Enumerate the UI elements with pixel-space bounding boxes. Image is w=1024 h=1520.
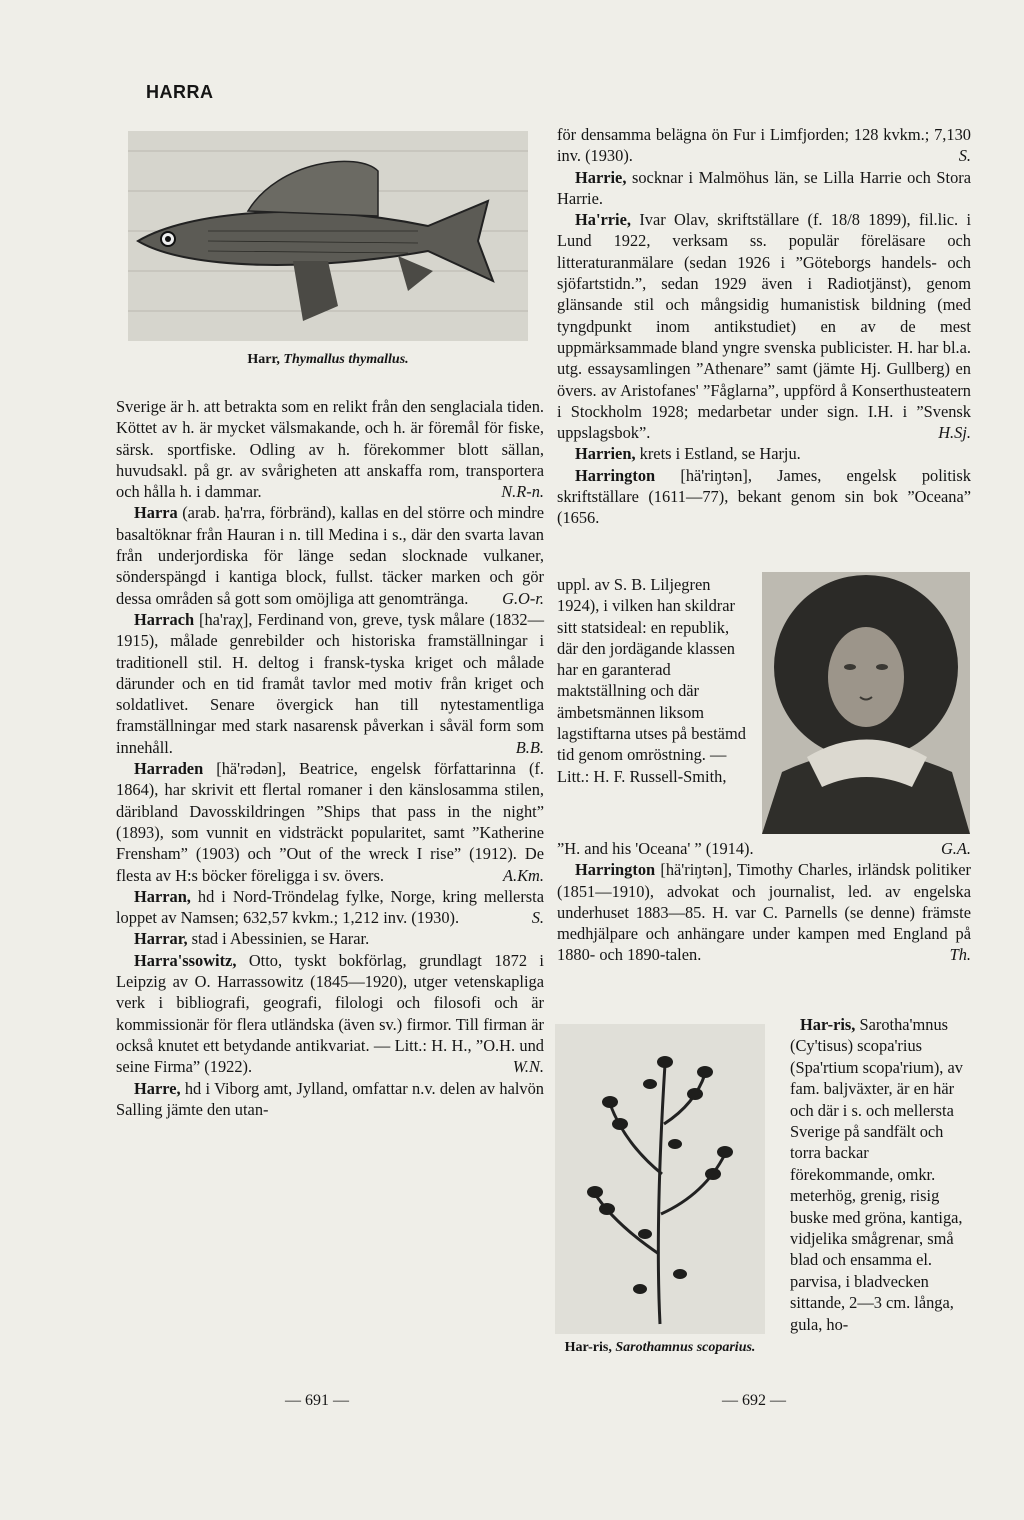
fish-caption-latin: Thymallus thymallus. bbox=[283, 352, 409, 367]
portrait-icon bbox=[762, 572, 970, 834]
entry: Har-ris, Sarotha'mnus (Cy'tisus) scopa'rius (Spa'rtium scopa'rium), av fam. baljväxter, är en här och där i s. och mellersta Sverige på sandfält och torra backar förekommande, omkr. meterhög, grenig, risig buske med gröna, kantiga, vidjelika smågrenar, små blad och ensamma el. parvisa, i bladvecken sittande, 2—3 cm. långa, gula, ho- bbox=[790, 1015, 963, 1334]
page-number-right: — 692 — bbox=[722, 1392, 786, 1409]
left-column bbox=[116, 396, 544, 1120]
entry: Harrien, krets i Estland, se Harju. bbox=[575, 444, 801, 464]
right-column-middle bbox=[557, 838, 971, 966]
fish-caption-name: Harr, bbox=[247, 352, 280, 367]
fish-icon bbox=[128, 131, 528, 341]
right-column-bottom bbox=[790, 1014, 970, 1335]
grayling-illustration bbox=[128, 131, 528, 341]
entry: Harrie, socknar i Malmöhus län, se Lilla Harrie och Stora Harrie. bbox=[557, 167, 971, 208]
plant-caption-latin: Sarothamnus scoparius. bbox=[615, 1340, 756, 1355]
plant-caption bbox=[555, 1340, 765, 1356]
entry: ”H. and his 'Oceana' ” (1914). G.A. bbox=[557, 839, 971, 858]
page-number-left: — 691 — bbox=[285, 1392, 349, 1409]
entry: Ha'rrie, Ivar Olav, skriftställare (f. 18/8 1899), fil.lic. i Lund 1922, verksam ss. populär föreläsare och litteraturanmälare (sedan 1926 i ”Göteborgs handels- och sjöfartstidn.”, sedan 1929 även i Radiotjänst), genom glänsande stil och mångsidig humanistisk bildning (med tyngdpunkt inom antikstudiet) en av de mest uppmärksammade bland yngre svenska publicister. H. har bl.a. utg. essaysamlingen ”Athenare” samt (jämte Hj. Gullberg) en övers. av Aristofanes' ”Fåglarna”, uppförd å Konserthusteatern i Stockholm 1928; medarbetar under sign. I.H. i ”Svensk uppslagsbok”. H.Sj. bbox=[557, 210, 971, 443]
entry: Harraden [hä'rədən], Beatrice, engelsk författarinna (f. 1864), har skrivit ett flertal romaner i den känslosamma stilen, däribland Davosskildringen ”Ships that pass in the night” (1893), som vunnit en vidsträckt popularitet, samt ”Katherine Frensham” (1903) och ”Out of the wreck I rise” (1912). De flesta av H:s böcker föreligga i sv. övers. A.Km. bbox=[116, 759, 544, 885]
entry: för densamma belägna ön Fur i Limfjorden; 128 kvkm.; 7,130 inv. (1930). S. bbox=[557, 125, 971, 166]
entry: Harran, hd i Nord-Tröndelag fylke, Norge, kring mellersta loppet av Namsen; 632,57 kvkm.; 1,212 inv. (1930). S. bbox=[116, 886, 544, 928]
entry: Harra (arab. ḥa'rra, förbränd), kallas en del större och mindre basaltöknar från Hauran i n. till Medina i s., där den svarta lavan från underjordiska för länge sedan slocknade vulkaner, sönderspängd i kantiga block, fullst. täcker marken och gör dessa områden så gott som omöjliga att genomtränga. G.O-r. bbox=[116, 503, 544, 608]
fish-caption bbox=[128, 352, 528, 368]
portrait-wrap-text: uppl. av S. B. Liljegren 1924), i vilken han skildrar sitt statsideal: en republik, där den jordägande klassen har en garanterad maktställning och där ämbetsmännen liksom lagstiftarna utses på bestämd tid genom omröstning. — Litt.: H. F. Russell-Smith, bbox=[557, 575, 746, 786]
entry: Harre, hd i Viborg amt, Jylland, omfattar n.v. delen av halvön Salling jämte den utan- bbox=[116, 1078, 544, 1119]
entry: Harrach [ha'raχ], Ferdinand von, greve, tysk målare (1832—1915), målade genrebilder och historiska framställningar i traditionell stil. H. deltog i fransk-tyska kriget och målade därunder och en tid framåt tavlor med motiv från kriget och soldatlivet. Senare övergick han till nytestamentliga framställningar med stark nasarensk påverkan i såväl form som innehåll. B.B. bbox=[116, 609, 544, 757]
running-head: HARRA bbox=[146, 82, 214, 102]
entry: Sverige är h. att betrakta som en relikt från den senglaciala tiden. Köttet av h. är mycket välsmakande, och h. är föremål för fiske, särsk. sportfiske. Odling av h. förekommer blott sällan, huvudsakl. på gr. av svårigheten att anskaffa rom, transportera och hålla h. i dammar. N.R-n. bbox=[116, 397, 544, 502]
right-column-top bbox=[557, 124, 971, 529]
entry: Harrar, stad i Abessinien, se Harar. bbox=[134, 929, 370, 949]
entry: Harra'ssowitz, Otto, tyskt bokförlag, grundlagt 1872 i Leipzig av O. Harrassowitz (1845—1920), utger vetenskapliga verk i bibliografi, geografi, filologi och filosofi och är kommissionär för flera utländska (även sv.) firmor. Till firman är också knutet ett betydande antikvariat. — Litt.: H. H., ”O.H. und seine Firma” (1922). W.N. bbox=[116, 950, 544, 1077]
entry: Harrington [hä'riŋtən], Timothy Charles, irländsk politiker (1851—1910), advokat och journalist, led. av engelska underhuset 1883—85. H. var C. Parnells (se denne) främste medhjälpare och anhängare under kampen med England på 1880- och 1890-talen. Th. bbox=[557, 860, 971, 965]
plant-caption-name: Har-ris, bbox=[564, 1340, 612, 1355]
entry: Harrington [hä'riŋtən], James, engelsk politisk skriftställare (1611—77), bekant genom sin bok ”Oceana” (1656. bbox=[557, 465, 971, 528]
plant-icon bbox=[555, 1024, 765, 1334]
broom-illustration bbox=[555, 1024, 765, 1334]
harrington-portrait bbox=[762, 572, 970, 834]
